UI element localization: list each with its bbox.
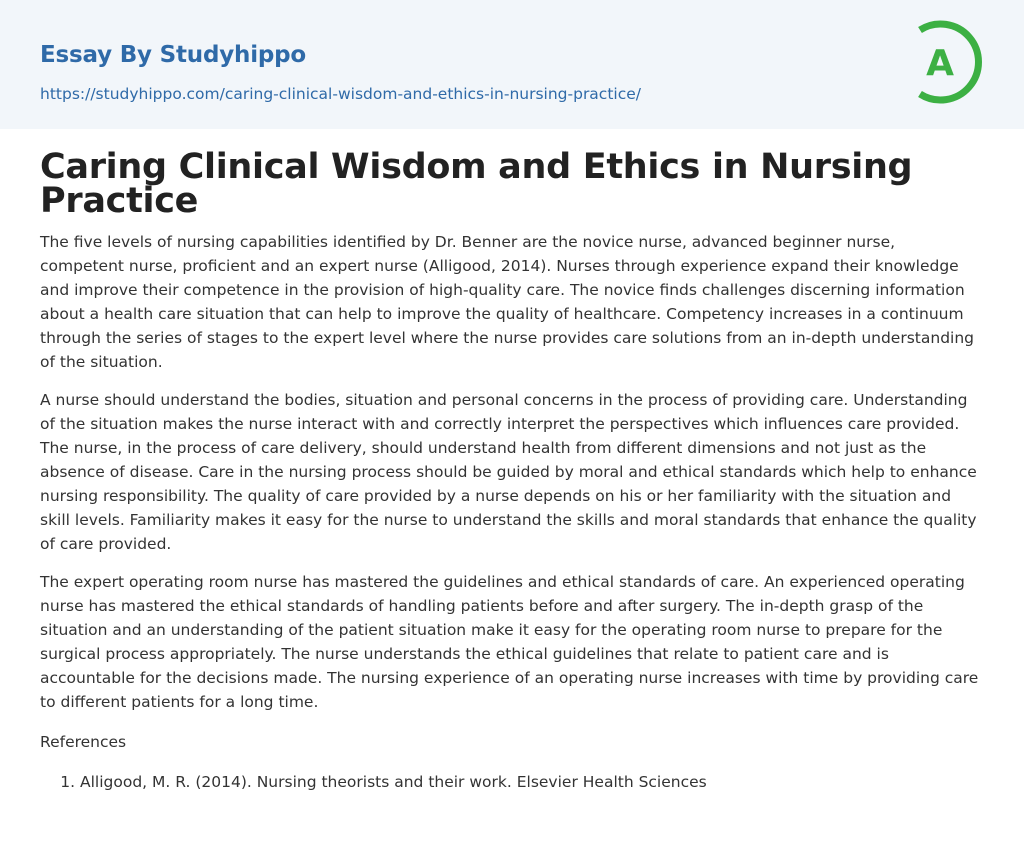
references-heading: References — [40, 733, 127, 751]
page-url-link[interactable]: https://studyhippo.com/caring-clinical-wisdom-and-ethics-in-nursing-practice/ — [40, 85, 641, 103]
article-paragraph: The five levels of nursing capabilities identified by Dr. Benner are the novice nurse, advanced beginner nurse, competent nurse, proficient and an expert nurse (Alligood, 2014). Nurses through experience expand their knowledge and improve their competence in the provision of high-quality care. The novice finds challenges discerning information about a health care situation that can help to improve the quality of healthcare. Competency increases in a continuum through the series of stages to the expert level where the nurse provides care solutions from an in-depth understanding of the situation. — [40, 233, 974, 371]
references-list — [40, 770, 980, 794]
logo-letter: A — [926, 43, 954, 84]
article — [40, 147, 980, 794]
article-paragraph: A nurse should understand the bodies, situation and personal concerns in the process of providing care. Understanding of the situation makes the nurse interact with and correctly interpret the perspectives which influences care provided. The nurse, in the process of care delivery, should understand health from different dimensions and not just as the absence of disease. Care in the nursing process should be guided by moral and ethical standards which help to enhance nursing responsibility. The quality of care provided by a nurse depends on his or her familiarity with the situation and skill levels. Familiarity makes it easy for the nurse to understand the skills and moral standards that enhance the quality of care provided. — [40, 391, 977, 553]
article-paragraph: The expert operating room nurse has mastered the guidelines and ethical standards of care. An experienced operating nurse has mastered the ethical standards of handling patients before and after surgery. The in-depth grasp of the situation and an understanding of the patient situation make it easy for the operating room nurse to prepare for the surgical process appropriately. The nurse understands the ethical guidelines that relate to patient care and is accountable for the decisions made. The nursing experience of an operating nurse increases with time by providing care to different patients for a long time. — [40, 573, 979, 711]
site-header — [0, 0, 1024, 129]
brand-title: Essay By Studyhippo — [40, 42, 307, 68]
reference-item: 1. Alligood, M. R. (2014). Nursing theorists and their work. Elsevier Health Sciences — [80, 770, 980, 794]
article-title: Caring Clinical Wisdom and Ethics in Nursing Practice — [40, 147, 913, 221]
logo-icon — [912, 19, 986, 105]
studyhippo-logo[interactable] — [912, 19, 986, 105]
